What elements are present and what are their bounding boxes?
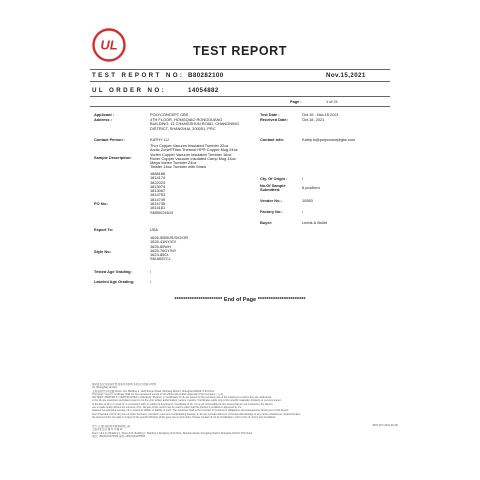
sample-line: Twister 16oz Tumbler with Straw [150, 164, 206, 170]
document-title: TEST REPORT [192, 44, 288, 58]
vendor-label: Vendor No.: [260, 198, 282, 203]
sample-line: Thor Copper Vacuum Insulated Tumbler 22oz [150, 143, 229, 148]
samples-label-line: No.Of Sample [260, 183, 286, 188]
export-to-label: Export To: [94, 227, 114, 232]
style-number: 1625-76GY/NY [150, 247, 177, 253]
received-date-label: Received Date: [260, 117, 288, 122]
applicant-value: POLYCONCEPT GBS [150, 112, 189, 117]
end-of-page-marker: ********************** End of Page ********************** [174, 297, 306, 303]
page-label: Page : [290, 99, 302, 104]
po-number: 1814174 [150, 175, 166, 181]
tested-age-label: Tested Age Grading: [94, 269, 132, 274]
samples-label-line: Submitted: [260, 187, 281, 193]
footer-disclaimer [92, 383, 392, 419]
po-number: 1814738 [150, 201, 166, 207]
po-number: 1814749 [150, 196, 166, 202]
footer-line: Floor 1 & 2 & 3 Building 1, Room 101, Building 1, Building 2 Dongfeng Tech Park, Sheshan Road, Songjiang District Shanghai 201617 P.R.China [92, 431, 253, 435]
style-no-label: Style No: [94, 249, 111, 254]
footer-line: UL (Shanghai) Limited [92, 386, 117, 390]
report-no-value: B80282100 [188, 72, 224, 79]
footer-line: the amount of the fee paid in respect of the specific Work(s) which gave rise to such claim. Please contact UL for its Certification, refer to the UL Terms and Conditions. [92, 415, 277, 419]
style-number: 1626-41NY/GY [150, 239, 177, 245]
po-number: 1814753 [150, 192, 166, 198]
test-date-value: Oct.16 - Nov.15,2021 [302, 112, 339, 117]
po-numbers [150, 172, 173, 215]
divider-page [90, 106, 390, 107]
po-number: 1813074 [150, 183, 166, 189]
buyer-label: Buyer: [260, 220, 273, 225]
received-date-value: Oct.18, 2021 [302, 117, 325, 122]
contact-person-value: KATHY LU [150, 137, 169, 142]
style-number: SM-6657CL [150, 256, 171, 262]
style-numbers [150, 236, 188, 262]
labeled-age-label: Labeled Age Grading: [94, 279, 135, 284]
address-line: DISTRICT, SHANGHAI, 200051, PRC [150, 125, 216, 131]
samples-value: 6 pcs/item [302, 185, 320, 190]
footer-line: use is made solely without the consent of UL. No part of this report may be used to claim that the product is certified or approved by UL. [92, 406, 242, 410]
sample-line: Arctic Zone®Titan Thermal HP® Copper Mug 24oz [150, 147, 238, 153]
footer-line: in the UL are customers permitted except to UL the prior written authorization. Letters / reports / Certificates apply only to the specific materials, products or services tested. [92, 399, 282, 403]
svg-text:UL: UL [100, 37, 118, 53]
vendor-value: 10583 [302, 198, 313, 203]
origin-label: Cty. Of Origin : [260, 176, 288, 181]
footer-line: 测试报告仅对来样负责 除非另有说明 本报告不得部分复制 [92, 383, 156, 386]
origin-value: / [302, 176, 304, 181]
contact-person-label: Contact Person : [94, 137, 126, 142]
footer-line: believes not extended overlap, UL's maximum liability or liability of such. The Customer shall in the Contract of Customer's obligations, all consequences arising out of this Report. [92, 409, 289, 413]
contact-info-label: Contact Info: [260, 137, 284, 142]
divider-order [90, 96, 390, 97]
address-label: Address : [94, 117, 112, 122]
samples-label [260, 184, 286, 193]
style-number: 1625-60WH [150, 243, 171, 249]
address-value [150, 118, 239, 131]
po-number: 1868186 [150, 171, 166, 176]
report-date: Nov.15,2021 [326, 72, 366, 79]
divider-mid [90, 81, 390, 82]
factory-label: Factory No.: [260, 209, 283, 214]
buyer-value: Leeds & Bullet [302, 220, 328, 225]
page-value: 1 of 21 [326, 99, 338, 104]
order-no-value: 14054882 [188, 87, 219, 94]
applicant-label: Applicant : [94, 112, 115, 117]
report-no-label: TEST REPORT NO: [92, 72, 185, 79]
po-number: 1813067 [150, 188, 166, 194]
divider-top [90, 69, 390, 70]
style-number: 1626-50BK/R/S/G/OR [150, 235, 189, 240]
export-to-value: USA [150, 227, 158, 232]
tested-age-value: / [150, 269, 152, 274]
footer-line: 上海市松江区 第 号 号楼 1F [92, 428, 123, 432]
address-line: BUILDING, 11 CHANGSHUN ROAD, CHANGNING [150, 121, 239, 127]
po-label: PO No.: [94, 201, 109, 206]
contact-info-value: Kathy.lu@polyconceptgbs.com [302, 137, 356, 142]
sample-description-label: Sample Description: [94, 155, 132, 160]
test-date-label: Test Date : [260, 112, 280, 117]
footer-line: or the like so UL is a result of, in connection with, or related to any Report / Certificate of UL. UL is not responsible for any issues that are not covered by the Report. [92, 402, 274, 406]
po-number: 1814181 [150, 205, 166, 211]
sample-line: Mega Vortex Tumbler 24oz [150, 160, 197, 166]
footer-line: been Provided, but for any loss of profit, business, contracts, revenues or anticipating savings, or for any special indirect or consequential damage of any nature whatsoever, shall be limited [92, 412, 300, 416]
footer-line: This letter / report / certificate shall not be reproduced except in full without the written approval of the Company. / 公司 [92, 392, 223, 396]
footer-line: LETTERS / REPORTS / CERTIFICATES ( collectively 'Reports' ) / Certificates of UL are issued for the exclusive use of the Customer to whom they are addressed. [92, 396, 272, 400]
labeled-age-value: / [150, 279, 152, 284]
style-number: 1623-85CL [150, 252, 170, 258]
po-number: SM00024510 [150, 209, 174, 215]
factory-value: / [302, 209, 304, 214]
sample-description-value [150, 144, 238, 170]
footer-doc-code: RMT-407 (2019-09-15) [372, 424, 398, 427]
po-number: 1822024 [150, 179, 166, 185]
footer-line: 电话: +86(21)61376300 传真: +86(21)61378300 [92, 434, 146, 438]
sample-line: Rover Copper Vacuum Insulated Camp Mug 14oz [150, 155, 236, 161]
footer-line: 优力 (上海) 测试技术服务有限公司 [92, 425, 131, 428]
address-line: 4TH FLOOR, HONGQIAO RONGGUANG [150, 117, 223, 122]
sample-line: Vortex Copper Vacuum Insulated Tumbler 16oz [150, 151, 232, 157]
order-no-label: UL ORDER NO: [92, 87, 167, 94]
footer-line: 上海市闵行区申富路 Room 101, Building 1, 1120 Shenfu Road, Minhang District, Shanghai 201108, P.R.China [92, 389, 214, 393]
